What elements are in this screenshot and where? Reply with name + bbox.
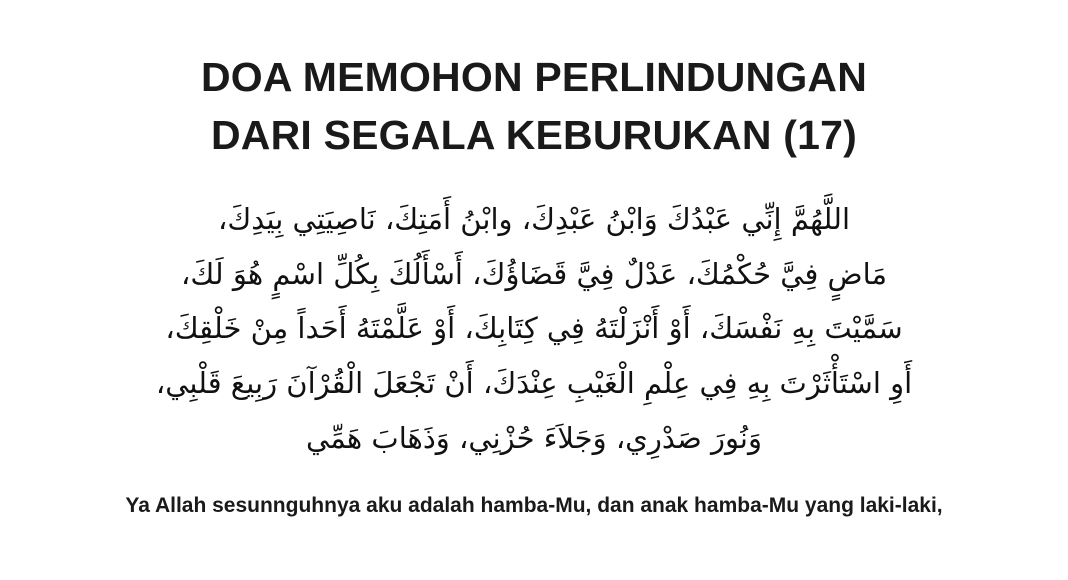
arabic-line-3: سَمَّيْتَ بِهِ نَفْسَكَ، أَوْ أَنْزَلْتَهُ فِي كِتَابِكَ، أَوْ عَلَّمْتَهُ أَحَداً مِنْ خَلْقِكَ، [165,311,903,346]
arabic-line-4: أَوِ اسْتَأْثَرْتَ بِهِ فِي عِلْمِ الْغَيْبِ عِنْدَكَ، أَنْ تَجْعَلَ الْقُرْآنَ رَبِيعَ قَلْبِي، [155,365,913,400]
page-title-line-1: DOA MEMOHON PERLINDUNGAN [200,54,868,100]
translation-text [0,491,1068,521]
arabic-line-1: اللَّهُمَّ إِنِّي عَبْدُكَ وَابْنُ عَبْدِكَ، وابْنُ أَمَتِكَ، نَاصِيَتِي بِيَدِكَ، [218,202,850,237]
translation-line-1: Ya Allah sesunnguhnya aku adalah hamba-Mu, dan anak hamba-Mu yang laki-laki, [125,494,943,518]
arabic-line-2: مَاضٍ فِيَّ حُكْمُكَ، عَدْلٌ فِيَّ قَضَاؤُكَ، أَسْأَلُكَ بِكُلِّ اسْمٍ هُوَ لَكَ، [181,256,887,291]
page-title [0,0,1068,164]
arabic-line-5: وَنُورَ صَدْرِي، وَجَلاَءَ حُزْنِي، وَذَهَابَ هَمِّي [305,420,763,455]
page-title-line-2: DARI SEGALA KEBURUKAN (17) [210,112,858,159]
arabic-passage [0,164,1068,465]
